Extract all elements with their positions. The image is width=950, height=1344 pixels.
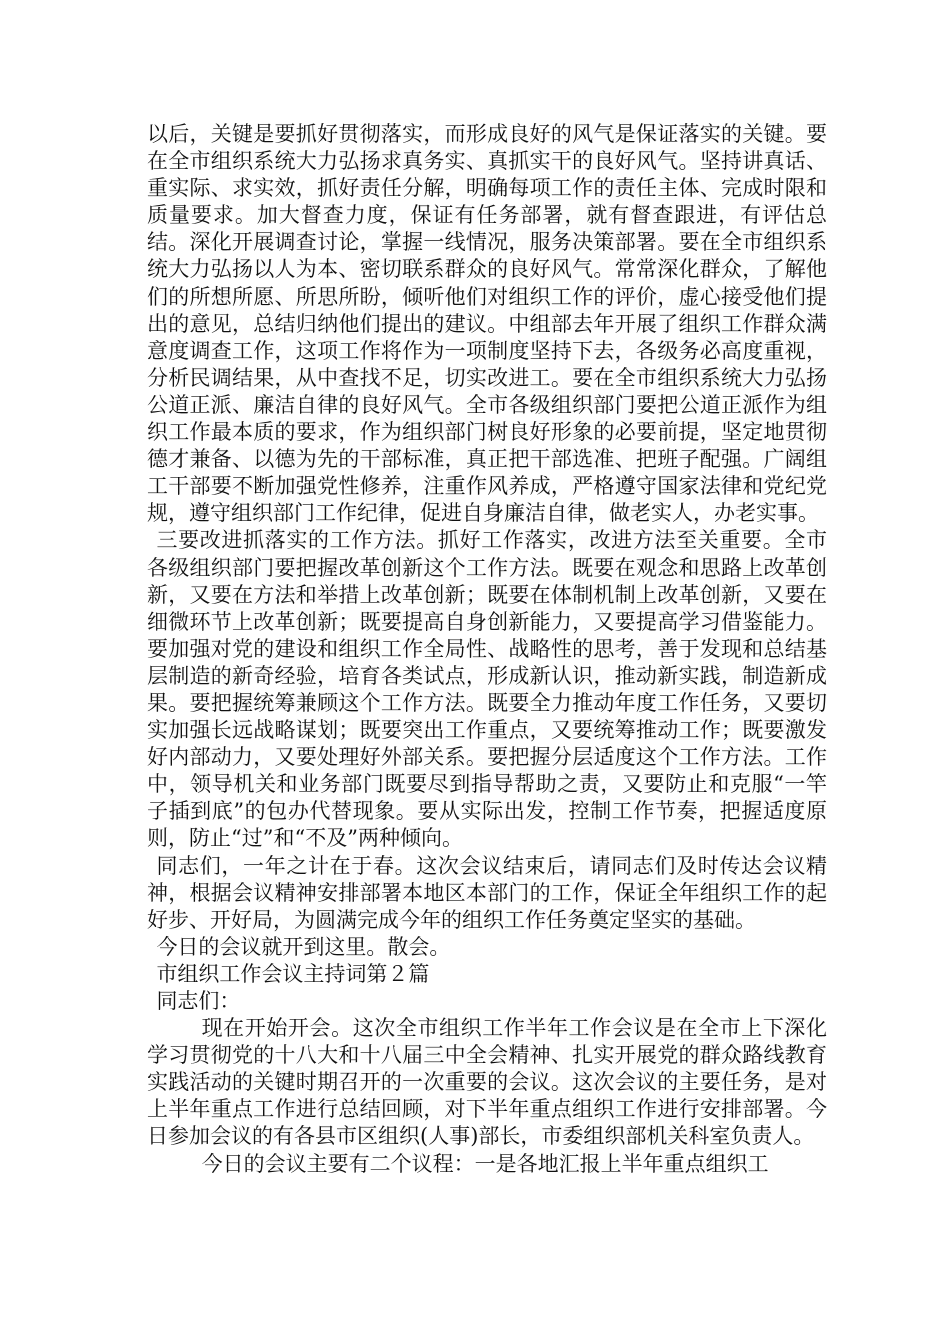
paragraph-4: 今日的会议就开到这里。散会。 [156, 934, 451, 959]
paragraph-7: 现在开始开会。这次全市组织工作半年工作会议是在全市上下深化学习贯彻党的十八大和十八届三中全会精神、扎实开展党的群众路线教育实践活动的关键时期召开的一次重要的会议。这次会议的主要任务，是对上半年重点工作进行总结回顾，对下半年重点组织工作进行安排部署。今日参加会议的有各县市区组织(人事)部长，市委组织部机关科室负责人。 [147, 1016, 827, 1149]
section-heading: 市组织工作会议主持词第２篇 [156, 961, 430, 986]
paragraph-3: 同志们，一年之计在于春。这次会议结束后，请同志们及时传达会议精神，根据会议精神安排部署本地区本部门的工作，保证全年组织工作的起好步、开好局，为圆满完成今年的组织工作任务奠定坚实的基础。 [147, 853, 827, 932]
paragraph-1: 以后，关键是要抓好贯彻落实，而形成良好的风气是保证落实的关键。要在全市组织系统大力弘扬求真务实、真抓实干的良好风气。坚持讲真话、重实际、求实效，抓好责任分解，明确每项工作的责任主体、完成时限和质量要求。加大督查力度，保证有任务部署，就有督查跟进，有评估总结。深化开展调查讨论，掌握一线情况，服务决策部署。要在全市组织系统大力弘扬以人为本、密切联系群众的良好风气。常常深化群众，了解他们的所想所愿、所思所盼，倾听他们对组织工作的评价，虚心接受他们提出的意见，总结归纳他们提出的建议。中组部去年开展了组织工作群众满意度调查工作，这项工作将作为一项制度坚持下去，各级务必高度重视，分析民调结果，从中查找不足，切实改进工。要在全市组织系统大力弘扬公道正派、廉洁自律的良好风气。全市各级组织部门要把公道正派作为组织工作最本质的要求，作为组织部门树良好形象的必要前提，坚定地贯彻德才兼备、以德为先的干部标准，真正把干部选准、把班子配强。广阔组工干部要不断加强党性修养，注重作风养成，严格遵守国家法律和党纪党规，遵守组织部门工作纪律，促进自身廉洁自律，做老实人，办老实事。 [147, 122, 827, 526]
document-body [147, 121, 827, 1178]
salutation: 同志们： [156, 989, 241, 1013]
paragraph-2: 三要改进抓落实的工作方法。抓好工作落实，改进方法至关重要。全市各级组织部门要把握改革创新这个工作方法。既要在观念和思路上改革创新，又要在方法和举措上改革创新；既要在体制机制上改革创新，又要在细微环节上改革创新；既要提高自身创新能力，又要提高学习借鉴能力。要加强对党的建设和组织工作全局性、战略性的思考，善于发现和总结基层制造的新奇经验，培育各类试点，形成新认识，推动新实践，制造新成果。要把握统筹兼顾这个工作方法。既要全力推动年度工作任务，又要切实加强长远战略谋划；既要突出工作重点，又要统筹推动工作；既要激发好内部动力，又要处理好外部关系。要把握分层适度这个工作方法。工作中，领导机关和业务部门既要尽到指导帮助之责，又要防止和克服“一竿子插到底”的包办代替现象。要从实际出发，控制工作节奏，把握适度原则，防止“过”和“不及”两种倾向。 [147, 528, 827, 851]
paragraph-8: 今日的会议主要有二个议程：一是各地汇报上半年重点组织工 [201, 1151, 769, 1176]
